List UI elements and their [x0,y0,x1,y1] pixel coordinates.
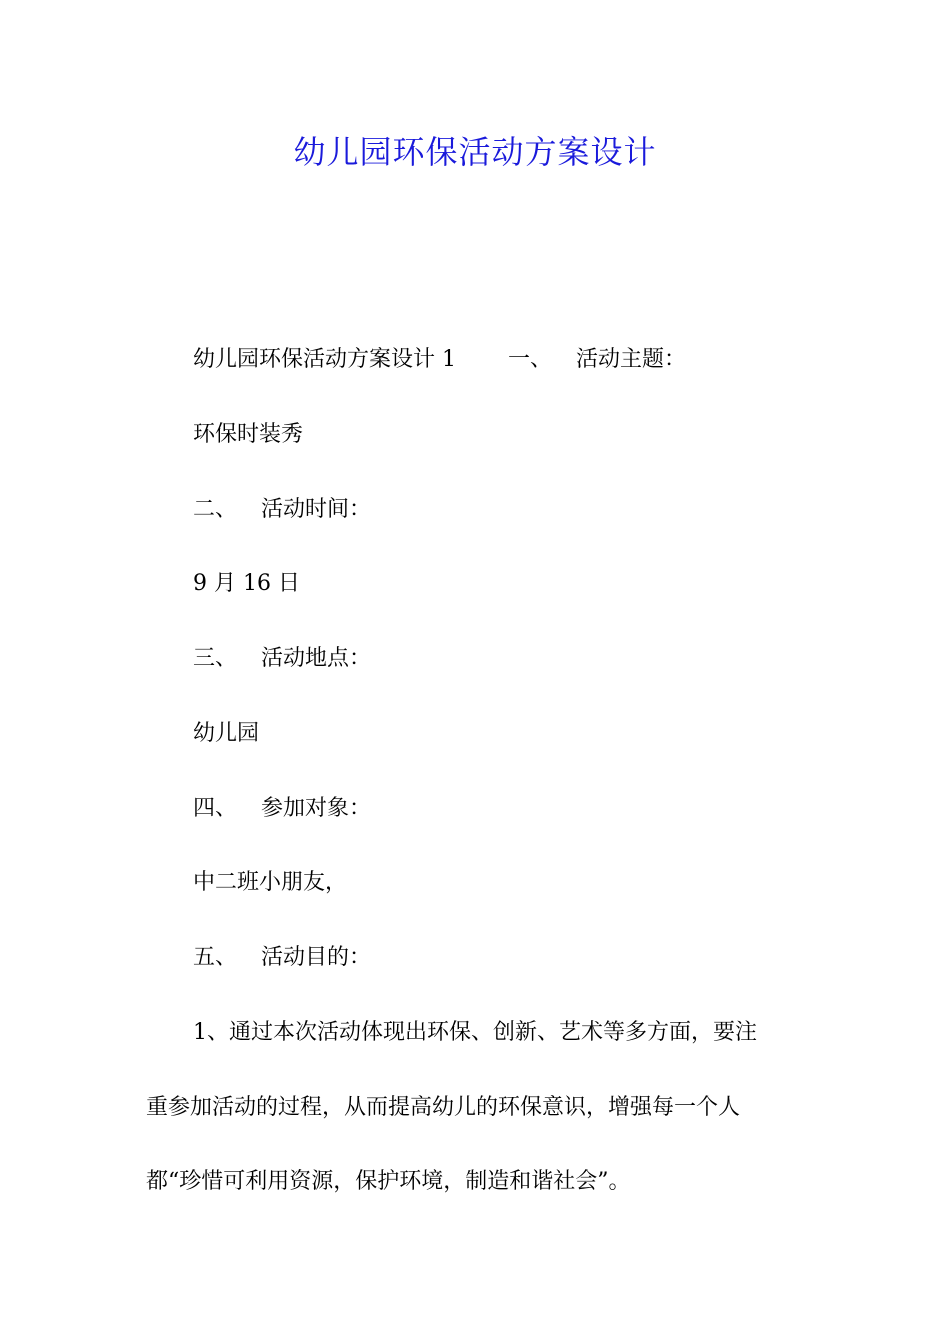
item-label-participants: 参加对象： [261,796,372,821]
item-label-purpose: 活动目的： [261,945,372,970]
item-marker-3: 三、 [193,646,238,671]
section-heading: 幼儿园环保活动方案设计 1 [193,347,456,372]
item-marker-5: 五、 [193,945,238,970]
item-heading-purpose [193,943,371,973]
item-marker-2: 二、 [193,497,238,522]
item-heading-time [193,495,371,525]
item-label-theme: 活动主题： [576,347,687,372]
paragraph-line-1: 1、通过本次活动体现出环保、创新、艺术等多方面，要注 [193,1020,757,1045]
item-value-location: 幼儿园 [193,721,260,746]
paragraph-line-3: 都“珍惜可利用资源，保护环境，制造和谐社会”。 [146,1169,631,1194]
paragraph-line-2: 重参加活动的过程，从而提高幼儿的环保意识，增强每一个人 [146,1095,741,1120]
item-value-theme: 环保时装秀 [193,422,304,447]
item-label-location: 活动地点： [261,646,372,671]
item-value-participants: 中二班小朋友， [193,870,348,895]
item-marker-1: 一、 [508,347,553,372]
document-title: 幼儿园环保活动方案设计 [293,133,657,171]
item-marker-4: 四、 [193,796,238,821]
item-heading-location [193,644,371,674]
item-value-time: 9 月 16 日 [193,571,300,596]
item-label-time: 活动时间： [261,497,372,522]
item-heading-participants [193,794,371,824]
section-heading-line [193,345,686,375]
